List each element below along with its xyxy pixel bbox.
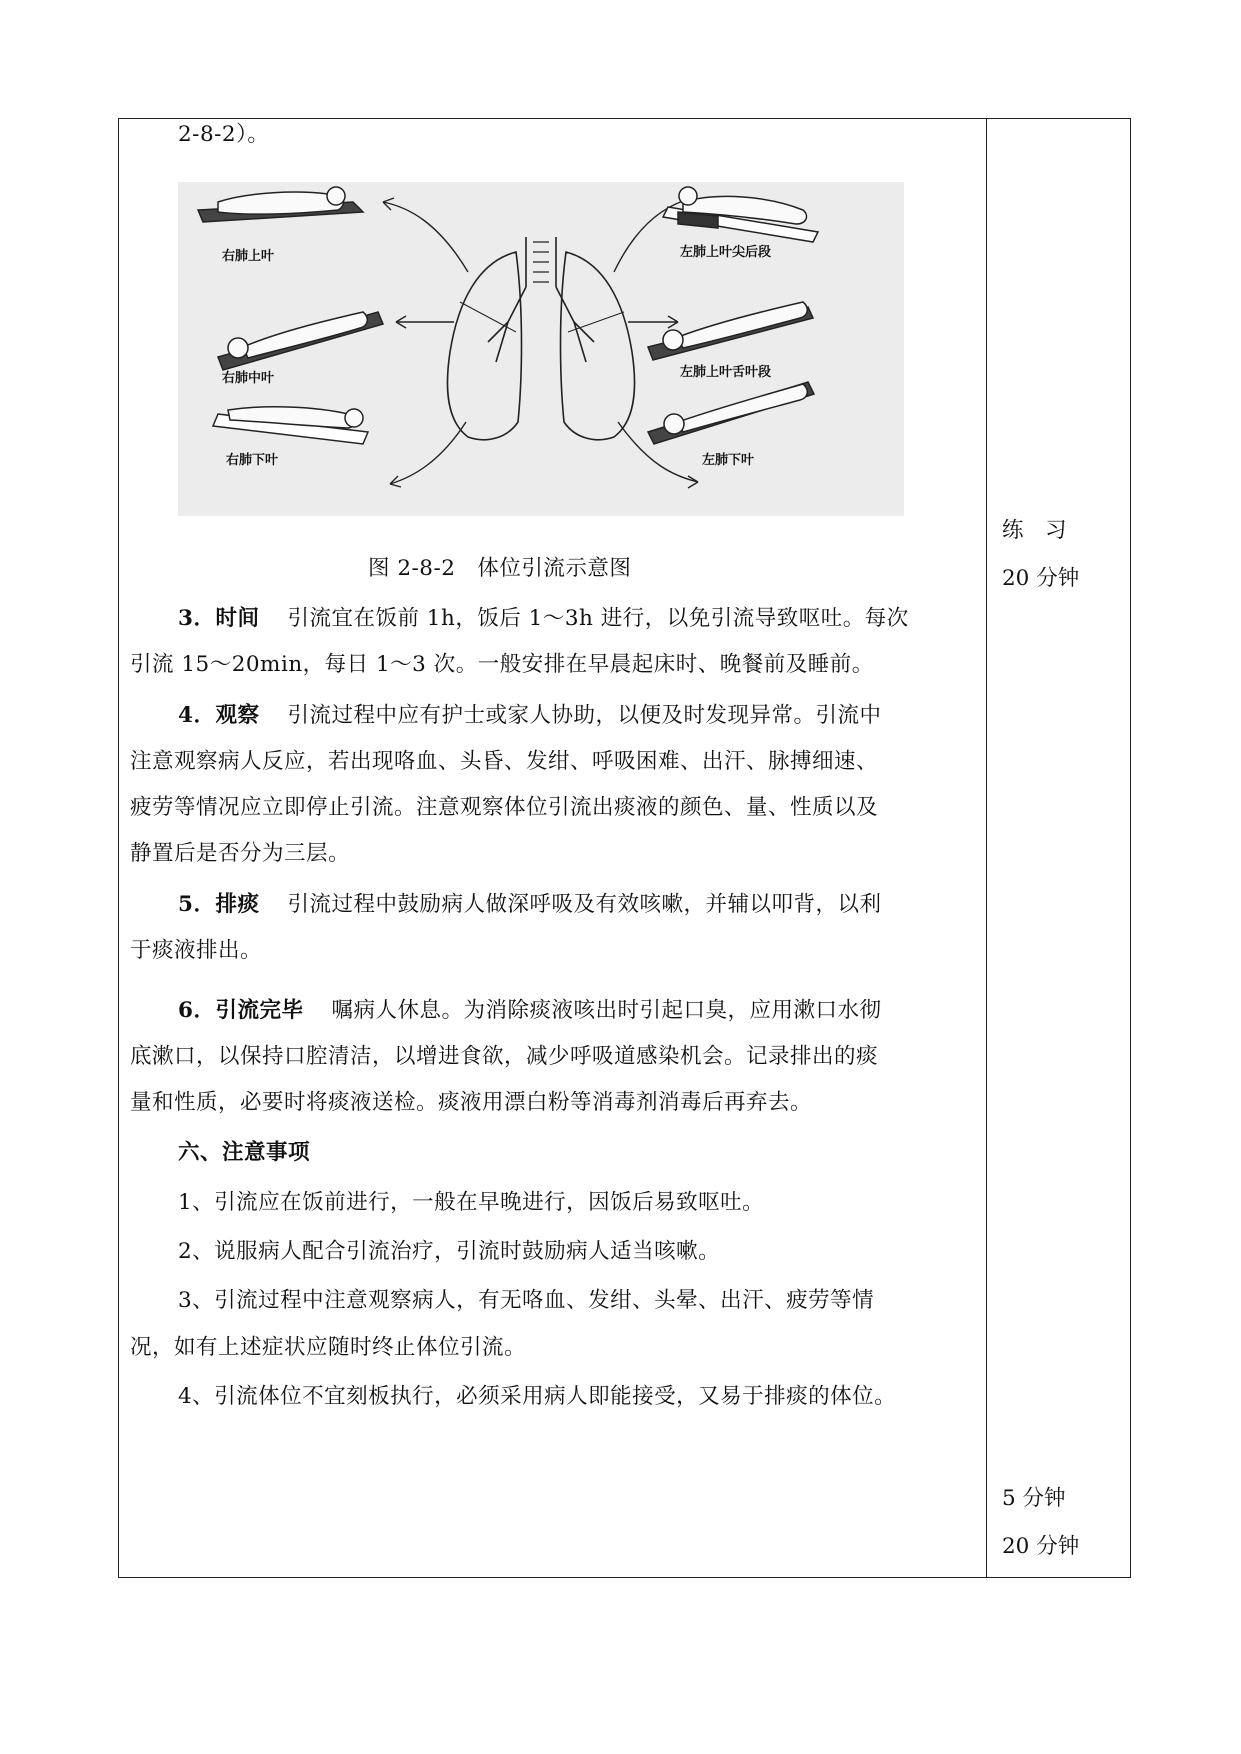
note-item-3-line1: 3、引流过程中注意观察病人，有无咯血、发绀、头晕、出汗、疲劳等情 bbox=[178, 1288, 875, 1313]
patient-right-upper bbox=[198, 187, 363, 222]
column-divider bbox=[986, 118, 987, 1578]
section-time-text1: 引流宜在饭前 1h，饭后 1～3h 进行，以免引流导致呕吐。每次 bbox=[287, 606, 909, 631]
figure-caption: 图 2-8-2 体位引流示意图 bbox=[368, 556, 632, 581]
note-item-3-line2: 况，如有上述症状应随时终止体位引流。 bbox=[130, 1335, 527, 1360]
section-observe-line1 bbox=[178, 693, 881, 739]
lungs-illustration bbox=[447, 237, 634, 440]
section-observe-text1: 引流过程中应有护士或家人协助，以便及时发现异常。引流中 bbox=[287, 703, 882, 728]
label-left-lower-lobe: 左肺下叶 bbox=[702, 453, 755, 468]
side-practice-label: 练 习 bbox=[1002, 518, 1067, 543]
section-observe-line3: 疲劳等情况应立即停止引流。注意观察体位引流出痰液的颜色、量、性质以及 bbox=[130, 795, 879, 820]
side-practice-time: 20 分钟 bbox=[1002, 566, 1080, 591]
note-item-2: 2、说服病人配合引流治疗，引流时鼓励病人适当咳嗽。 bbox=[178, 1239, 721, 1264]
note-item-1: 1、引流应在饭前进行，一般在早晚进行，因饭后易致呕吐。 bbox=[178, 1190, 765, 1215]
section-observe-line2: 注意观察病人反应，若出现咯血、头昏、发绀、呼吸困难、出汗、脉搏细速、 bbox=[130, 749, 879, 774]
section-observe-line4: 静置后是否分为三层。 bbox=[130, 841, 351, 866]
notes-heading: 六、注意事项 bbox=[178, 1140, 311, 1165]
section-expectorate-heading: 5．排痰 bbox=[178, 892, 260, 917]
label-left-upper-lingular: 左肺上叶舌叶段 bbox=[680, 365, 772, 380]
continuation-text: 2-8-2）。 bbox=[178, 122, 270, 147]
label-left-upper-apical: 左肺上叶尖后段 bbox=[680, 245, 772, 260]
section-time-heading: 3．时间 bbox=[178, 606, 260, 631]
label-right-lower-lobe: 右肺下叶 bbox=[226, 453, 279, 468]
drainage-illustration bbox=[178, 182, 904, 516]
section-expectorate-line1 bbox=[178, 882, 881, 928]
side-time-5: 5 分钟 bbox=[1002, 1486, 1066, 1511]
section-finish-text1: 嘱病人休息。为消除痰液咳出时引起口臭，应用漱口水彻 bbox=[331, 998, 882, 1023]
section-expectorate-line2: 于痰液排出。 bbox=[130, 938, 263, 963]
side-time-20: 20 分钟 bbox=[1002, 1534, 1080, 1559]
section-finish-line2: 底漱口，以保持口腔清洁，以增进食欲，减少呼吸道感染机会。记录排出的痰 bbox=[130, 1044, 879, 1069]
section-finish-line3: 量和性质，必要时将痰液送检。痰液用漂白粉等消毒剂消毒后再弃去。 bbox=[130, 1090, 813, 1115]
section-observe-heading: 4．观察 bbox=[178, 703, 260, 728]
section-time-line1 bbox=[178, 596, 909, 642]
patient-right-middle bbox=[218, 312, 383, 370]
patient-left-upper-lingular bbox=[648, 302, 813, 360]
drainage-arrows bbox=[383, 196, 698, 488]
section-expectorate-text1: 引流过程中鼓励病人做深呼吸及有效咳嗽，并辅以叩背，以利 bbox=[287, 892, 882, 917]
patient-left-lower bbox=[648, 382, 814, 444]
postural-drainage-figure bbox=[178, 182, 904, 516]
section-finish-line1 bbox=[178, 988, 881, 1034]
label-right-middle-lobe: 右肺中叶 bbox=[222, 371, 275, 386]
patient-right-lower bbox=[213, 407, 368, 444]
patient-left-upper-apical bbox=[663, 187, 818, 242]
note-item-4: 4、引流体位不宜刻板执行，必须采用病人即能接受，又易于排痰的体位。 bbox=[178, 1384, 897, 1409]
label-right-upper-lobe: 右肺上叶 bbox=[222, 249, 275, 264]
section-time-line2: 引流 15～20min，每日 1～3 次。一般安排在早晨起床时、晚餐前及睡前。 bbox=[130, 652, 874, 677]
section-finish-heading: 6．引流完毕 bbox=[178, 998, 304, 1023]
